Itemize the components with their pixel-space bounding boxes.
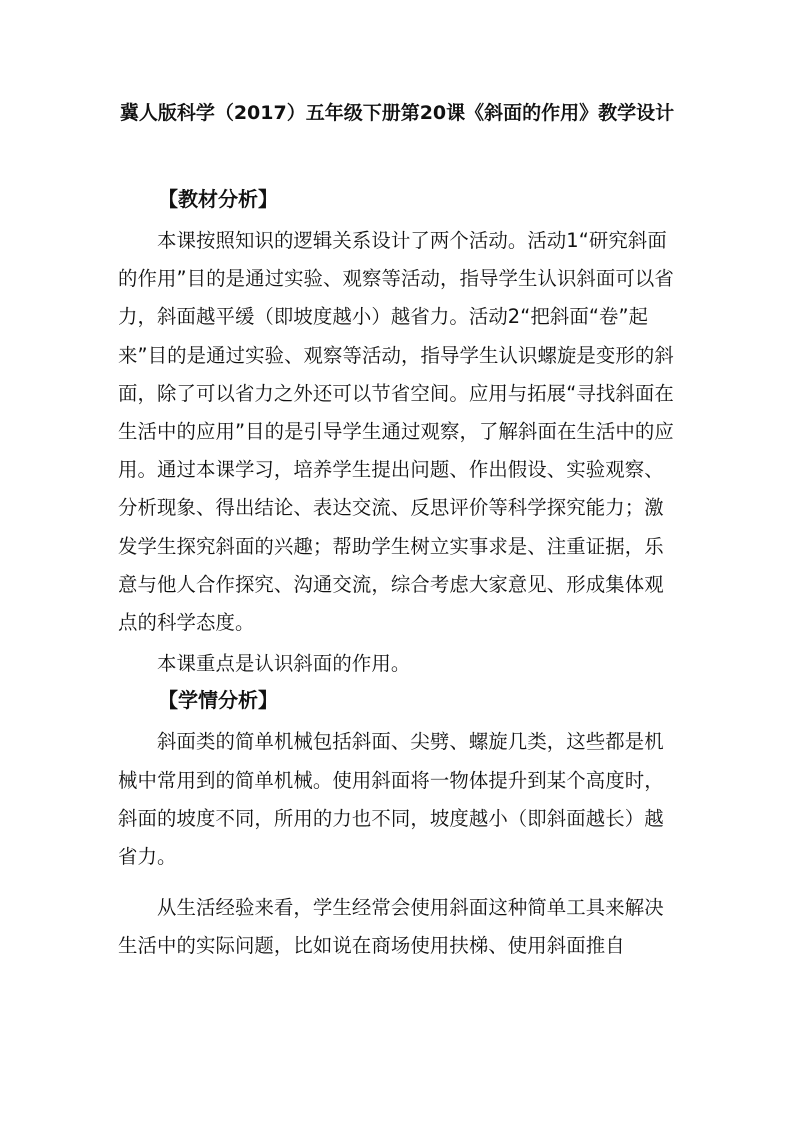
- paragraph-simple-machines: 斜面类的简单机械包括斜面、尖劈、螺旋几类，这些都是机械中常用到的简单机械。使用斜面将一物体提升到某个高度时，斜面的坡度不同，所用的力也不同，坡度越小（即斜面越长）越省力。: [118, 730, 664, 869]
- document-body: [118, 185, 678, 966]
- paragraph-textbook-analysis: 本课按照知识的逻辑关系设计了两个活动。活动1“研究斜面的作用”目的是通过实验、观察等活动，指导学生认识斜面可以省力，斜面越平缓（即坡度越小）越省力。活动2“把斜面“卷”起来”目的是通过实验、观察等活动，指导学生认识螺旋是变形的斜面，除了可以省力之外还可以节省空间。应用与拓展“寻找斜面在生活中的应用”目的是引导学生通过观察，了解斜面在生活中的应用。通过本课学习，培养学生提出问题、作出假设、实验观察、分析现象、得出结论、表达交流、反思评价等科学探究能力；激发学生探究斜面的兴趣；帮助学生树立实事求是、注重证据，乐意与他人合作探究、沟通交流，综合考虑大家意见、形成集体观点的科学态度。: [118, 229, 674, 635]
- document-title: 冀人版科学（2017）五年级下册第20课《斜面的作用》教学设计: [119, 102, 675, 124]
- paragraph-key-point: 本课重点是认识斜面的作用。: [157, 652, 411, 676]
- section-heading-textbook-analysis: 【教材分析】: [158, 187, 278, 211]
- paragraph-life-experience: 从生活经验来看，学生经常会使用斜面这种简单工具来解决生活中的实际问题，比如说在商场使用扶梯、使用斜面推自: [118, 896, 664, 958]
- section-heading-student-analysis: 【学情分析】: [158, 688, 278, 713]
